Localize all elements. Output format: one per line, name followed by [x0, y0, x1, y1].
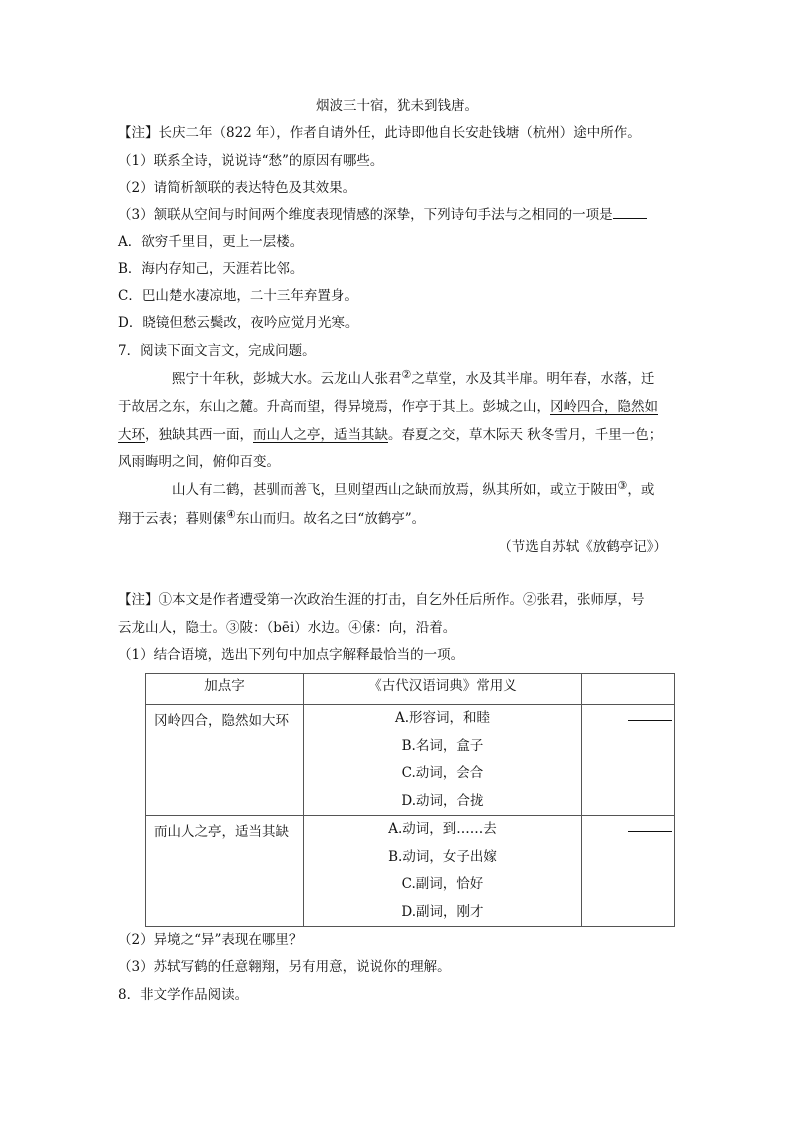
table-cell-phrase: 冈岭四合，隐然如大环 [146, 705, 304, 816]
q6-option-d: D．晓镜但愁云鬓改，夜吟应觉月光寒。 [118, 315, 359, 331]
table-cell-options [304, 816, 582, 927]
passage-text: 熙宁十年秋，彭城大水。云龙山人张君 [172, 371, 402, 387]
passage-p1-line1 [172, 370, 654, 389]
definition-option: C.副词，恰好 [401, 876, 484, 892]
q8-stem: 8．非文学作品阅读。 [118, 987, 249, 1003]
answer-blank[interactable] [613, 206, 647, 219]
passage-text: 翔于云表；暮则傃 [118, 511, 226, 527]
table-cell-answer [582, 705, 675, 816]
passage-p1-line2 [118, 398, 658, 416]
q6-sub3-text: （3）颔联从空间与时间两个维度表现情感的深挚，下列诗句手法与之相同的一项是 [118, 207, 613, 223]
q7-sub2: （2）异境之“异”表现在哪里？ [118, 932, 303, 948]
definition-option: B.动词，女子出嫁 [388, 848, 497, 865]
passage-text: 。春夏之交，草木际天 秋冬雪月，千里一色； [388, 427, 663, 443]
table-header: 《古代汉语词典》常用义 [304, 674, 582, 705]
q6-sub1: （1）联系全诗，说说诗“愁”的原因有哪些。 [118, 153, 384, 169]
definition-option: D.动词，合拢 [401, 792, 484, 809]
underlined-phrase: 冈岭四合，隐然如 [550, 399, 658, 415]
table-cell-options [304, 705, 582, 816]
definition-option: A.动词，到……去 [388, 821, 497, 837]
table-header-row [146, 674, 675, 705]
poem-last-line: 烟波三十宿，犹未到钱唐。 [316, 98, 478, 114]
footnote-marker: ② [401, 368, 412, 381]
table-row [146, 705, 675, 816]
q7-sub3: （3）苏轼写鹤的任意翱翔，另有用意，说说你的理解。 [118, 959, 451, 975]
passage-p2-line1 [172, 481, 654, 500]
vocab-table [145, 673, 675, 927]
q7-stem: 7．阅读下面文言文，完成问题。 [118, 343, 316, 359]
q6-sub2: （2）请简析颔联的表达特色及其效果。 [118, 180, 357, 196]
q7-note-line1: 【注】①本文是作者遭受第一次政治生涯的打击，自乞外任后所作。②张君，张师厚，号 [118, 592, 645, 608]
passage-text: 东山而归。故名之曰“放鹤亭”。 [235, 511, 426, 527]
definition-option: A.形容词，和睦 [394, 710, 491, 726]
passage-source: （节选自苏轼《放鹤亭记》） [498, 539, 667, 555]
passage-text: 山人有二鹤，甚驯而善飞，旦则望西山之缺而放焉，纵其所如，或立于陂田 [172, 482, 618, 498]
table-header: 加点字 [146, 674, 304, 705]
passage-text: 于故居之东，东山之麓。升高而望，得异境焉，作亭于其上。彭城之山， [118, 399, 550, 415]
definition-option: C.动词，会合 [401, 765, 484, 781]
q6-option-b: B．海内存知己，天涯若比邻。 [118, 261, 304, 277]
definition-option: B.名词，盒子 [401, 737, 484, 754]
passage-text: ，或 [627, 482, 655, 498]
table-cell-answer [582, 816, 675, 927]
answer-blank[interactable] [628, 816, 672, 832]
passage-p2-line2 [118, 510, 425, 529]
table-header [582, 674, 675, 705]
table-row [146, 816, 675, 927]
passage-text: ，独缺其西一面， [145, 427, 253, 443]
q7-sub1: （1）结合语境，选出下列句中加点字解释最恰当的一项。 [118, 647, 465, 663]
underlined-phrase: 大环 [118, 427, 145, 443]
footnote-marker: ③ [617, 479, 628, 492]
passage-text: 之草堂，水及其半扉。明年春，水落，迁 [411, 371, 655, 387]
q6-sub3 [118, 206, 647, 224]
footnote-marker: ④ [226, 508, 236, 521]
poem-note: 【注】长庆二年（822 年），作者自请外任，此诗即他自长安赴钱塘（杭州）途中所作。 [118, 125, 641, 141]
q6-option-a: A．欲穷千里目，更上一层楼。 [118, 234, 304, 250]
q6-option-c: C．巴山楚水凄凉地，二十三年弃置身。 [118, 288, 358, 304]
passage-p1-line4: 风雨晦明之间，俯仰百变。 [118, 454, 280, 470]
answer-blank[interactable] [628, 705, 672, 721]
definition-option: D.副词，刚才 [401, 903, 484, 920]
q7-note-line2: 云龙山人，隐士。③陂：（bēi）水边。④傃：向，沿着。 [118, 620, 457, 636]
table-cell-phrase: 而山人之亭，适当其缺 [146, 816, 304, 927]
underlined-phrase: 而山人之亭，适当其缺 [253, 427, 388, 443]
passage-p1-line3 [118, 426, 662, 444]
